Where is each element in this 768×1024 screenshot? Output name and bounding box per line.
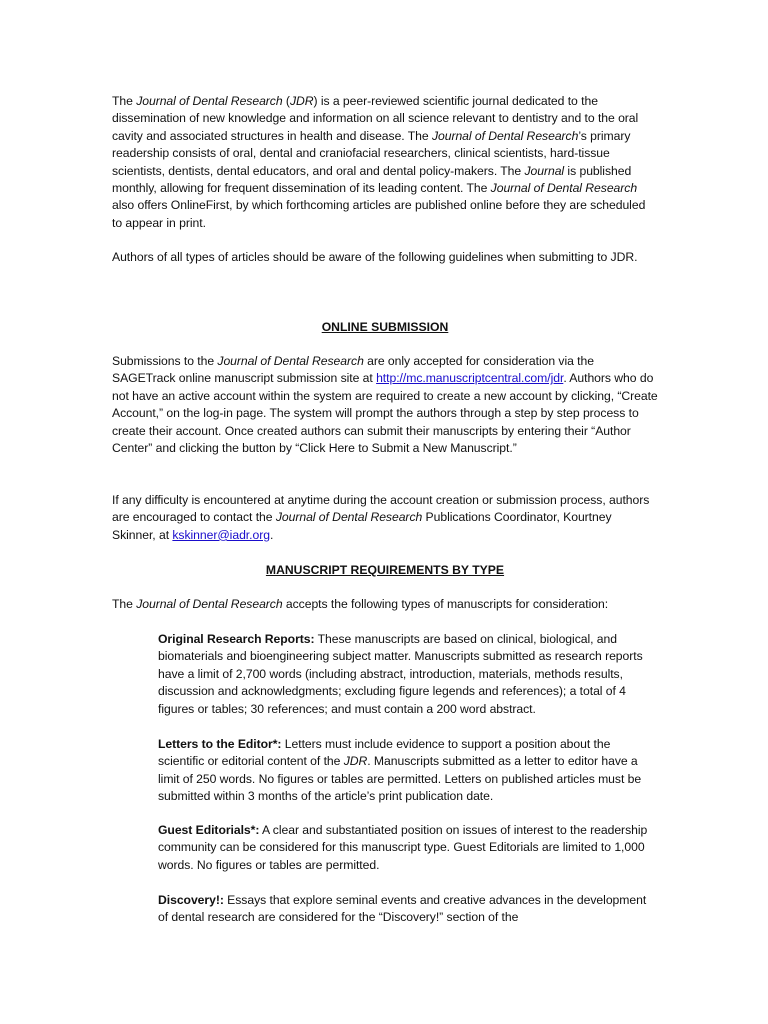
contact-paragraph [112,492,658,544]
online-submission-heading: ONLINE SUBMISSION [321,320,449,334]
journal-title: Journal of Dental Research [275,510,423,525]
guest-editorials-item [158,822,658,874]
journal-title: Journal of Dental Research [217,354,364,368]
discovery-item [158,892,658,927]
requirements-text: accepts the following types of manuscripts for consideration: [282,597,609,611]
journal-word: Journal [524,163,565,178]
intro-text: ( [282,94,290,108]
online-submission-paragraph [112,353,658,457]
item-text: . Manuscripts submitted as a letter to editor have a limit of 250 words. No figures or tables are permitted. Letters on published articles must be submitted within 3 months of the article’s print publication date. [158,754,642,804]
intro-text: ’s primary readership consists of oral, dental and craniofacial researchers, clinical scientists, hard-tissue scientists, dentists, dental educators, and oral and dental policy-makers. The [112,128,631,178]
item-text: A clear and substantiated position on issues of interest to the readership community can be considered for this manuscript type. Guest Editorials are limited to 1,000 words. No figures or tables are permitted. [158,823,648,872]
intro-paragraph [112,93,658,232]
item-title: Original Research Reports: [158,632,315,646]
journal-title: Journal of Dental Research [431,128,579,143]
journal-title: Journal of Dental Research [136,94,283,108]
item-text: These manuscripts are based on clinical, biological, and biomaterials and bioengineering subject matter. Manuscripts submitted as research reports have a limit of 2,700 words (including abstract, introduction, materials, methods results, discussion and acknowledgments; excluding figure legends and references); a total of 4 figures or tables; 30 references; and must contain a 200 word abstract. [158,632,643,716]
item-title: Discovery!: [158,893,224,907]
manuscript-requirements-heading: MANUSCRIPT REQUIREMENTS BY TYPE [265,563,505,577]
contact-text: Publications Coordinator, Kourtney Skinner, at [112,510,612,542]
journal-title: Journal of Dental Research [490,181,638,196]
intro-text: The [112,94,137,108]
journal-abbrev: JDR [343,754,368,769]
item-title: Letters to the Editor*: [158,737,282,751]
intro-text: ) is a peer-reviewed scientific journal dedicated to the dissemination of new knowledge and information on all science relevant to dentistry and to the oral cavity and associated structures in health and disease. The [112,94,639,143]
authors-note-paragraph: Authors of all types of articles should be aware of the following guidelines when submitting to JDR. [112,250,638,264]
journal-abbrev: JDR [289,94,314,108]
journal-title: Journal of Dental Research [136,597,283,611]
contact-email-link[interactable]: kskinner@iadr.org [172,527,270,542]
contact-text: . [269,527,274,542]
item-text: Letters must include evidence to support a position about the scientific or editorial content of the [158,737,611,769]
submission-text: are only accepted for consideration via the SAGETrack online manuscript submission site at [112,354,594,386]
submission-text: Submissions to the [112,354,218,368]
requirements-intro-paragraph [112,596,658,613]
item-text: Essays that explore seminal events and creative advances in the development of dental research are considered for the “Discovery!” section of the [158,893,647,925]
letters-item [158,736,658,806]
submission-text: . Authors who do not have an active account within the system are required to create a new account by clicking, “Create Account,” on the log-in page. The system will prompt the authors through a step by step process to create their account. Once created authors can submit their manuscripts by entering their “Author Center” and clicking the button by “Click Here to Submit a New Manuscript.” [112,371,658,456]
contact-text: If any difficulty is encountered at anytime during the account creation or submission process, authors are encouraged to contact the [112,493,650,525]
requirements-text: The [112,597,137,611]
original-research-item [158,631,658,718]
item-title: Guest Editorials*: [158,823,260,837]
intro-text: is published monthly, allowing for frequent dissemination of its leading content. The [112,163,632,196]
submission-site-link[interactable]: http://mc.manuscriptcentral.com/jdr [376,371,564,386]
intro-text: also offers OnlineFirst, by which forthcoming articles are published online before they are scheduled to appear in print. [112,198,646,230]
